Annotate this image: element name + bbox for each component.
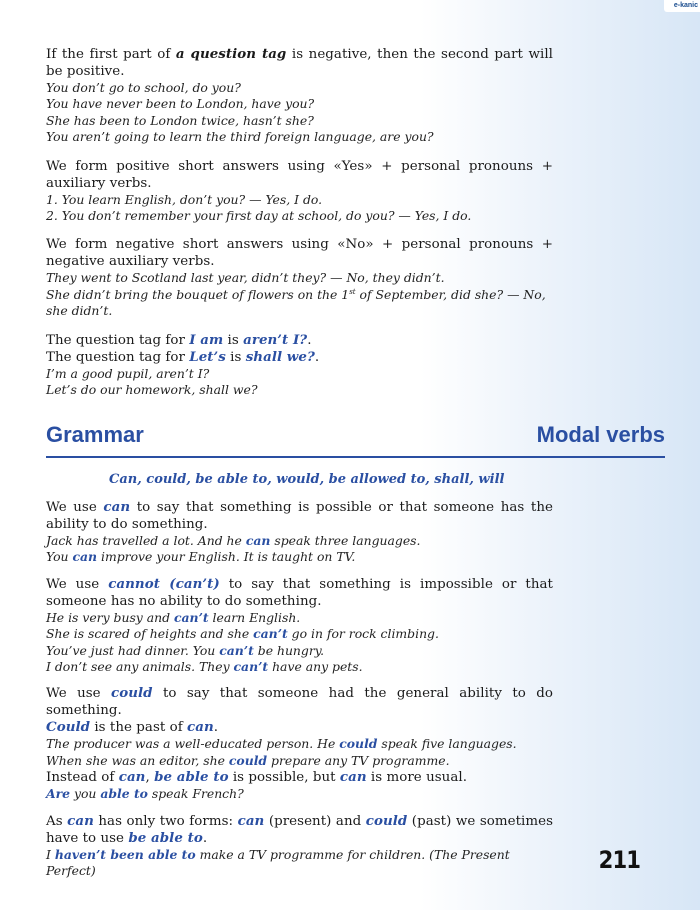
rule-positive-answers: We form positive short answers using «Yes» + personal pronouns + auxiliary verbs. — [46, 158, 553, 191]
example-line: She didn’t bring the bouquet of flowers on the 1st of September, did she? — No, she didn’t. — [46, 286, 546, 319]
example-line: You don’t go to school, do you? — [46, 80, 241, 95]
rule-be-able-to: Instead of can, be able to is possible, but can is more usual. — [46, 769, 468, 786]
example-line: I don’t see any animals. They can’t have any pets. — [46, 659, 363, 675]
example-line: Are you able to speak French? — [46, 786, 244, 802]
rule-cannot: We use cannot (can’t) to say that something is impossible or that someone has no ability to do something. — [46, 575, 553, 609]
example-line: Jack has travelled a lot. And he can speak three languages. — [46, 533, 421, 548]
example-line: Let’s do our homework, shall we? — [46, 382, 258, 398]
rule-could-past: Could is the past of can. — [46, 719, 219, 736]
example-line: You have never been to London, have you? — [46, 96, 315, 112]
example-line: You’ve just had dinner. You can’t be hungry. — [46, 642, 325, 658]
example-line: 2. You don’t remember your first day at school, do you? — Yes, I do. — [46, 208, 472, 224]
example-line: You aren’t going to learn the third foreign language, are you? — [46, 129, 434, 145]
question-tags-section — [46, 46, 553, 398]
example-line: They went to Scotland last year, didn’t they? — No, they didn’t. — [46, 270, 445, 286]
example-line: He is very busy and can’t learn English. — [46, 609, 301, 625]
example-line: You can improve your English. It is taught on TV. — [46, 549, 356, 565]
example-line: I’m a good pupil, aren’t I? — [46, 365, 210, 381]
rule-negative-answers: We form negative short answers using «No» + personal pronouns + negative auxiliary verbs. — [46, 237, 553, 270]
rule-can: We use can to say that something is possible or that someone has the ability to do something. — [46, 499, 553, 532]
example-line: I haven’t been able to make a TV programme for children. (The Present Perfect) — [46, 846, 510, 879]
example-line: When she was an editor, she could prepare any TV programme. — [46, 752, 450, 768]
example-line: The producer was a well-educated person. He could speak five languages. — [46, 736, 517, 752]
rule-able-to-forms: As can has only two forms: can (present) and could (past) we sometimes have to use be able to. — [46, 812, 554, 846]
modal-verbs-section — [46, 471, 553, 879]
example-line: 1. You learn English, don’t you? — Yes, I do. — [46, 191, 323, 207]
rule-could: We use could to say that someone had the general ability to do something. — [46, 685, 553, 719]
section-title: Grammar — [46, 422, 144, 447]
section-topic: Modal verbs — [536, 422, 665, 447]
rule-lets-tag: The question tag for Let’s is shall we?. — [46, 348, 320, 365]
example-line: She is scared of heights and she can’t go in for rock climbing. — [46, 626, 439, 642]
section-header — [46, 420, 665, 458]
rule-negative-tag: If the first part of a question tag is negative, then the second part will be positive. — [46, 46, 553, 79]
example-line: She has been to London twice, hasn’t she? — [46, 112, 314, 128]
publisher-logo: e-kanic — [664, 0, 700, 12]
rule-i-am-tag: The question tag for I am is aren’t I?. — [46, 331, 312, 348]
page-number: 211 — [598, 846, 640, 874]
modal-verbs-subheading: Can, could, be able to, would, be allowed to, shall, will — [109, 472, 505, 487]
